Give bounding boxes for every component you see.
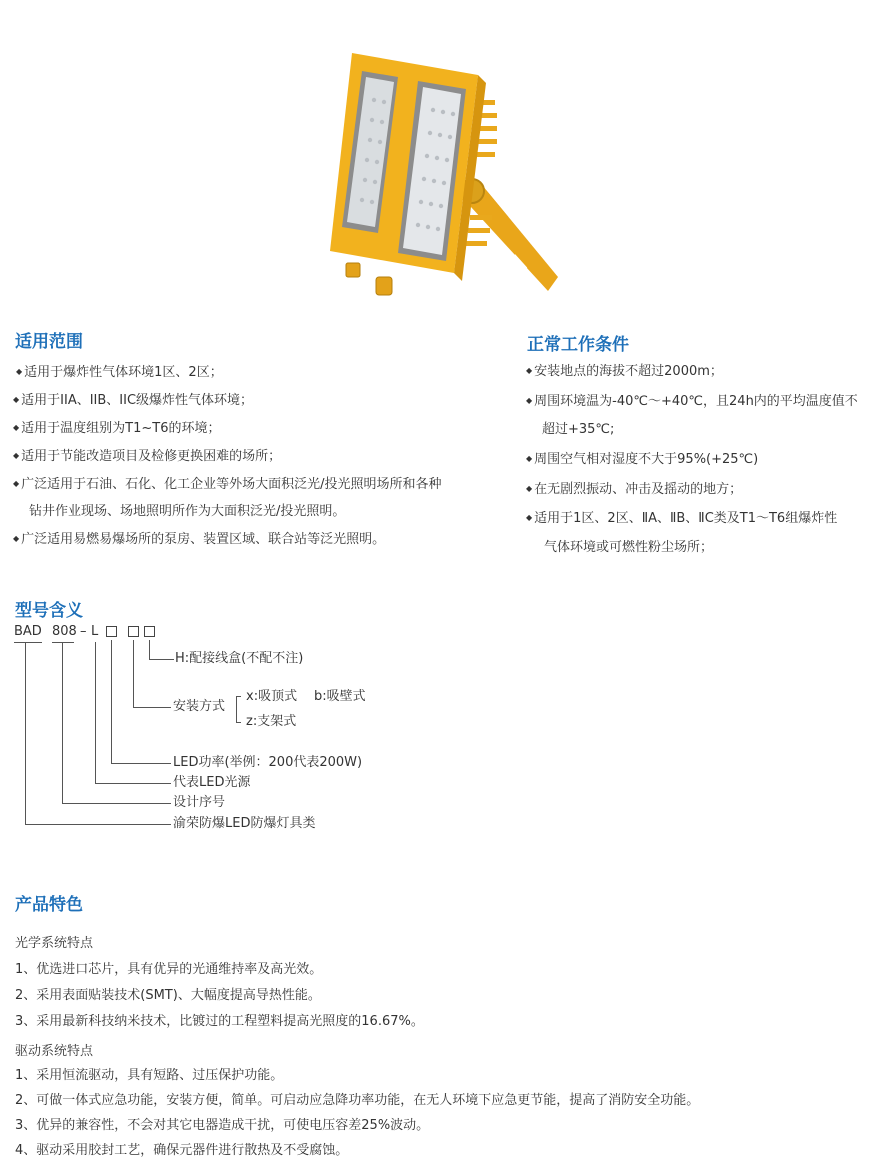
conditions-title: 正常工作条件 (527, 335, 629, 355)
code-box-power (106, 626, 117, 637)
list-item: 2、采用表面贴装技术(SMT)、大幅度提高导热性能。 (15, 988, 321, 1003)
list-item-continued: 钻井作业现场、场地照明所作为大面积泛光/投光照明。 (29, 504, 346, 519)
list-item: ◆ 适用于IIA、IIB、IIC级爆炸性气体环境； (13, 393, 254, 408)
label-source: 代表LED光源 (173, 775, 251, 790)
list-item: 3、采用最新科技纳米技术，比镀过的工程塑料提高光照度的16.67%。 (15, 1014, 424, 1029)
code-box-h (144, 626, 155, 637)
list-item: ◆ 适用于1区、2区、ⅡA、ⅡB、ⅡC类及T1～T6组爆炸性 (526, 511, 838, 526)
features-title: 产品特色 (15, 895, 83, 915)
product-image (290, 45, 570, 305)
list-item: 4、驱动采用胶封工艺，确保元器件进行散热及不受腐蚀。 (15, 1143, 349, 1158)
label-install-b: b:吸壁式 (314, 689, 366, 704)
list-item: ◆ 安装地点的海拔不超过2000m； (526, 364, 723, 379)
code-prefix: BAD (14, 624, 42, 639)
label-power: LED功率(举例：200代表200W) (173, 755, 363, 770)
list-item: 1、采用恒流驱动，具有短路、过压保护功能。 (15, 1068, 284, 1083)
code-number: 808 (52, 624, 77, 639)
scope-title: 适用范围 (15, 332, 83, 352)
list-item: 2、可做一体式应急功能，安装方便，简单。可启动应急降功率功能，在无人环境下应急更节能，提高了消防安全功能。 (15, 1093, 700, 1108)
list-item: ◆ 广泛适用于石油、石化、化工企业等外场大面积泛光/投光照明场所和各种 (13, 477, 442, 492)
list-item: ◆ 广泛适用易燃易爆场所的泵房、装置区域、联合站等泛光照明。 (13, 532, 386, 547)
list-item-continued: 超过+35℃; (542, 422, 615, 437)
list-item: ◆ 周围环境温为-40℃～+40℃，且24h内的平均温度值不 (526, 394, 858, 409)
drive-title: 驱动系统特点 (15, 1044, 94, 1059)
list-item: ◆ 在无剧烈振动、冲击及摇动的地方； (526, 482, 743, 497)
list-item: ◆ 适用于节能改造项目及检修更换困难的场所； (13, 449, 282, 464)
list-item: ◆ 适用于温度组别为T1~T6的环境； (13, 421, 221, 436)
list-item-continued: 气体环境或可燃性粉尘场所； (544, 540, 714, 555)
label-install-x: x:吸顶式 (246, 689, 298, 704)
label-brand: 渝荣防爆LED防爆灯具类 (173, 816, 316, 831)
optical-title: 光学系统特点 (15, 936, 94, 951)
list-item: ◆ 周围空气相对湿度不大于95%(+25℃) (526, 452, 759, 467)
list-item: ◆ 适用于爆炸性气体环境1区、2区； (16, 365, 223, 380)
list-item: 1、优选进口芯片，具有优异的光通维持率及高光效。 (15, 962, 323, 977)
code-dash: – (80, 624, 87, 639)
model-title: 型号含义 (15, 601, 83, 621)
code-box-install (128, 626, 139, 637)
label-install: 安装方式 (173, 699, 226, 714)
code-letter: L (91, 624, 99, 639)
label-h: H:配接线盒(不配不注) (175, 651, 304, 666)
list-item: 3、优异的兼容性，不会对其它电器造成干扰，可使电压容差25%波动。 (15, 1118, 430, 1133)
label-serial: 设计序号 (173, 795, 226, 810)
label-install-z: z:支架式 (246, 714, 297, 729)
